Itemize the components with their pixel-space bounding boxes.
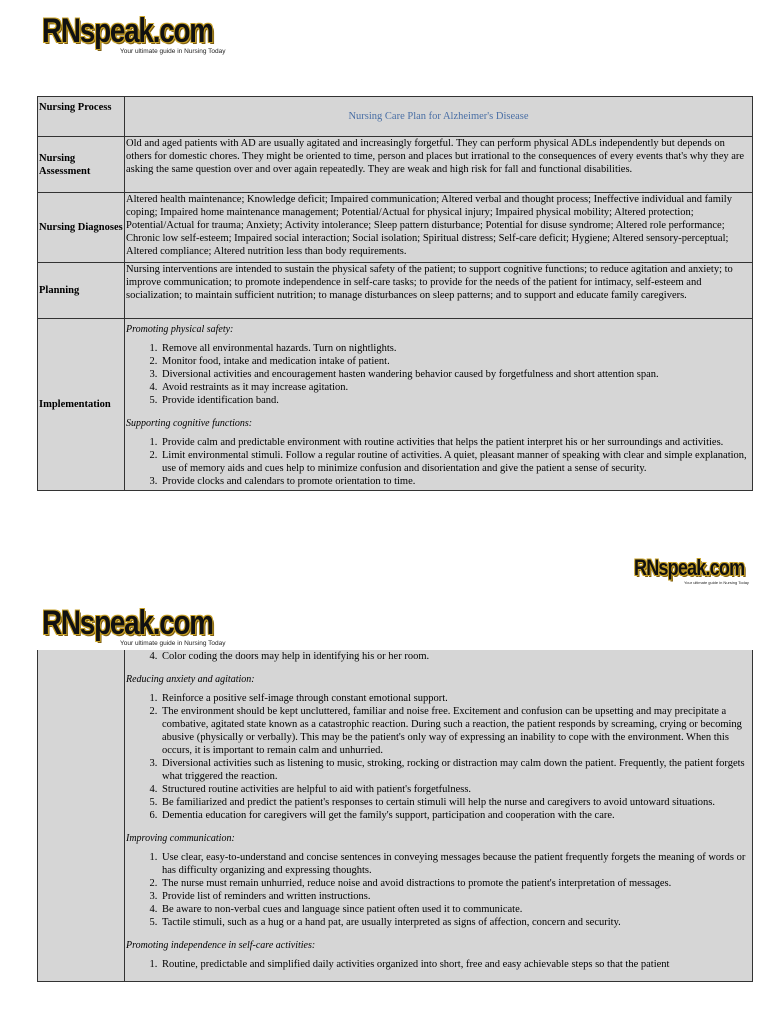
list-item: 3. Provide clocks and calendars to promote orientation to time. — [160, 475, 751, 488]
care-plan-title: Nursing Care Plan for Alzheimer's Disease — [125, 97, 753, 137]
planning-text: Nursing interventions are intended to sustain the physical safety of the patient; to support cognitive functions; to reduce agitation and anxiety; to improve communication; to promote independence in self-care tasks; to provide for the needs of the patient for intimacy, self-esteem and socialization; to maintain sufficient nutrition; to manage disturbances on sleep patterns; and to support and educate family caregivers. — [125, 263, 753, 319]
list-item: 3. Diversional activities such as listening to music, stroking, rocking or distraction may calm down the patient. Frequently, the patient forgets what triggered the reaction. — [160, 757, 751, 783]
list-item: 4. Color coding the doors may help in identifying his or her room. — [160, 650, 751, 663]
list-item: 4. Be aware to non-verbal cues and language since patient often used it to communicate. — [160, 903, 751, 916]
implementation-continued — [125, 650, 753, 982]
logo-tagline: Your ultimate guide in Nursing Today — [684, 580, 749, 585]
list-item: 1. Use clear, easy-to-understand and concise sentences in conveying messages because the patient frequently forgets the meaning of words or has difficulty organizing and expressing thoughts. — [160, 851, 751, 877]
care-plan-table-continued — [37, 650, 753, 982]
care-plan-table — [37, 96, 753, 491]
list-item: 4. Structured routine activities are helpful to aid with patient's forgetfulness. — [160, 783, 751, 796]
list-item: 2. The nurse must remain unhurried, reduce noise and avoid distractions to promote the patient's interpretation of messages. — [160, 877, 751, 890]
logo-tagline: Your ultimate guide in Nursing Today — [120, 48, 226, 55]
logo-text: RNspeak.com — [42, 604, 213, 642]
cognitive-list-continued — [126, 650, 751, 663]
list-item: 5. Provide identification band. — [160, 394, 751, 407]
planning-label: Planning — [38, 263, 125, 319]
assessment-text: Old and aged patients with AD are usually agitated and increasingly forgetful. They can perform physical ADLs independently but depends on others for domestic chores. They might be oriented to time, person and places but irrational to the consequences of every events that's why they are asking the same question over and over again repeatedly. They are weak and high risk for fall and functional disabilities. — [125, 137, 753, 193]
diagnoses-label: Nursing Diagnoses — [38, 193, 125, 263]
diagnoses-text: Altered health maintenance; Knowledge deficit; Impaired communication; Altered verbal and thought process; Ineffective individual and family coping; Impaired home maintenance management; Potential/Actual for physical injury; Impaired physical mobility; Altered protection; Potential/Actual for trauma; Anxiety; Activity intolerance; Sleep pattern disturbance; Potential for disuse syndrome; Altered role performance; Chronic low self-esteem; Impaired social interaction; Social isolation; Spiritual distress; Self-care deficit; Hygiene; Altered sensory-perceptual; Altered compliance; Altered nutrition less than body requirements. — [125, 193, 753, 263]
list-item: 4. Avoid restraints as it may increase agitation. — [160, 381, 751, 394]
list-item: 3. Diversional activities and encouragement hasten wandering behavior caused by forgetfulness and short attention span. — [160, 368, 751, 381]
list-item: 1. Provide calm and predictable environment with routine activities that helps the patient interpret his or her surroundings and activities. — [160, 436, 751, 449]
rnspeak-logo — [42, 604, 242, 647]
implementation-content — [125, 319, 753, 491]
header-label: Nursing Process — [38, 97, 125, 137]
list-item: 1. Remove all environmental hazards. Turn on nightlights. — [160, 342, 751, 355]
list-item: 2. The environment should be kept uncluttered, familiar and noise free. Excitement and confusion can be upsetting and may precipitate a combative, agitated state known as a catastrophic reaction. During such a reaction, the patient responds by screaming, crying or becoming abusive (physically or verbally). This may be the patient's only way of expressing an inability to cope with the environment. When this occurs, it is important to remain calm and unhurried. — [160, 705, 751, 757]
logo-tagline: Your ultimate guide in Nursing Today — [120, 640, 226, 647]
safety-list — [126, 342, 751, 407]
list-item: 3. Provide list of reminders and written instructions. — [160, 890, 751, 903]
list-item: 2. Limit environmental stimuli. Follow a regular routine of activities. A quiet, pleasant manner of speaking with clear and simple explanation, use of memory aids and cues help to minimize confusion and disorientation and give the patient a sense of security. — [160, 449, 751, 475]
assessment-label: Nursing Assessment — [38, 137, 125, 193]
list-item: 2. Monitor food, intake and medication intake of patient. — [160, 355, 751, 368]
rnspeak-footer-logo — [634, 556, 758, 585]
communication-list — [126, 851, 751, 929]
cognitive-heading: Supporting cognitive functions: — [126, 418, 253, 429]
anxiety-heading: Reducing anxiety and agitation: — [126, 674, 255, 685]
rnspeak-logo — [42, 12, 242, 55]
selfcare-list — [126, 958, 751, 971]
empty-label-cell — [38, 650, 125, 982]
logo-text: RNspeak.com — [42, 12, 213, 50]
list-item: 5. Be familiarized and predict the patient's responses to certain stimuli will help the nurse and caregivers to avoid untoward situations. — [160, 796, 751, 809]
selfcare-heading: Promoting independence in self-care activities: — [126, 940, 316, 951]
list-item: 1. Routine, predictable and simplified daily activities organized into short, free and easy achievable steps so that the patient — [160, 958, 751, 971]
anxiety-list — [126, 692, 751, 822]
logo-text: RNspeak.com — [634, 555, 745, 580]
communication-heading: Improving communication: — [126, 833, 235, 844]
list-item: 5. Tactile stimuli, such as a hug or a hand pat, are usually interpreted as signs of affection, concern and security. — [160, 916, 751, 929]
cognitive-list — [126, 436, 751, 488]
list-item: 6. Dementia education for caregivers will get the family's support, participation and cooperation with the care. — [160, 809, 751, 822]
implementation-label: Implementation — [38, 319, 125, 491]
safety-heading: Promoting physical safety: — [126, 324, 234, 335]
list-item: 1. Reinforce a positive self-image through constant emotional support. — [160, 692, 751, 705]
